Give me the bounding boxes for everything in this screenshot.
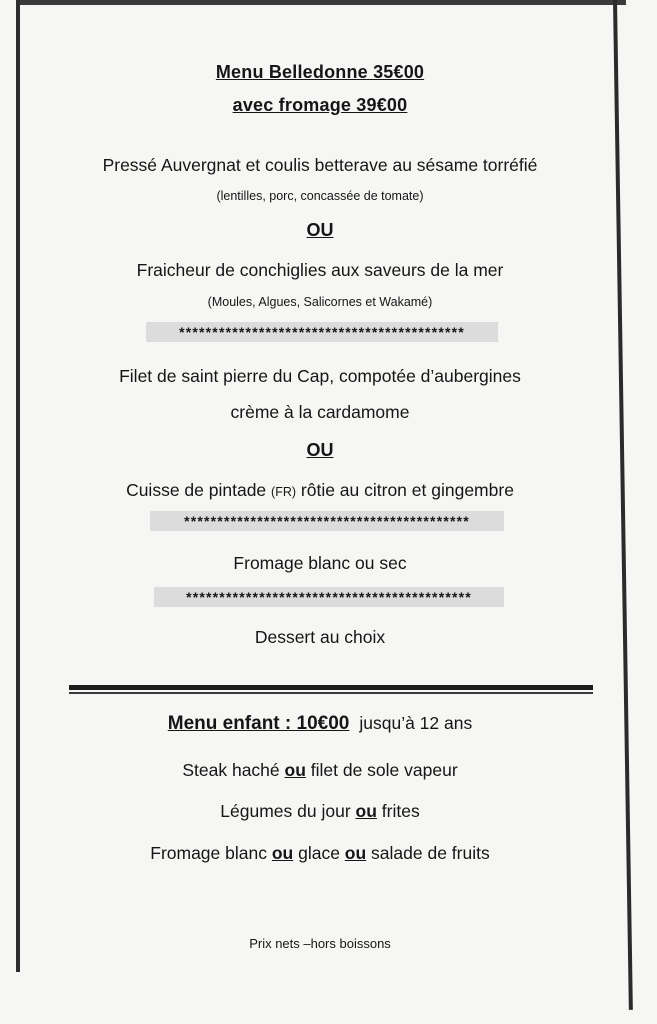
- kids-menu-title: Menu enfant : 10€00: [167, 713, 350, 734]
- star-separator-1: *******************************************: [146, 322, 498, 342]
- kids-line-2-a: Légumes du jour: [220, 801, 356, 821]
- main-1-line-2: crème à la cardamome: [230, 402, 410, 422]
- or-separator-2: OU: [306, 440, 334, 460]
- kids-menu-age: jusqu’à 12 ans: [359, 713, 473, 733]
- starter-1: Pressé Auvergnat et coulis betterave au sésame torréfié: [102, 155, 538, 175]
- kids-menu-main: [0, 760, 640, 781]
- section-divider-thick: [69, 685, 593, 690]
- price-footer-note: Prix nets –hors boissons: [249, 936, 391, 951]
- cheese-course: Fromage blanc ou sec: [233, 553, 407, 573]
- kids-menu-side: [0, 801, 640, 822]
- or-separator-1: OU: [306, 220, 334, 240]
- menu-title: Menu Belledonne 35€00: [215, 62, 425, 82]
- main-2-text-b: rôtie au citron et gingembre: [296, 480, 514, 500]
- star-separator-3: *******************************************: [154, 587, 504, 607]
- section-divider-thin: [69, 692, 593, 694]
- main-2: [0, 480, 640, 501]
- starter-1-note: (lentilles, porc, concassée de tomate): [216, 189, 424, 203]
- kids-line-1-a: Steak haché: [182, 760, 285, 780]
- kids-line-2-or: ou: [355, 801, 377, 821]
- dessert-course: Dessert au choix: [254, 627, 386, 647]
- kids-line-3-or-1: ou: [271, 843, 294, 863]
- kids-line-1-or: ou: [284, 760, 306, 780]
- kids-menu-header: [0, 713, 640, 735]
- main-1-line-1: Filet de saint pierre du Cap, compotée d’aubergines: [119, 366, 521, 386]
- starter-2: Fraicheur de conchiglies aux saveurs de la mer: [136, 260, 504, 280]
- star-separator-2: *******************************************: [150, 511, 504, 531]
- kids-line-2-b: frites: [376, 801, 420, 821]
- starter-2-note: (Moules, Algues, Salicornes et Wakamé): [207, 295, 433, 309]
- page-border-top: [16, 0, 626, 5]
- kids-line-3-c: salade de fruits: [366, 843, 490, 863]
- main-2-origin-tag: (FR): [271, 485, 297, 499]
- menu-title-cheese-price: avec fromage 39€00: [232, 95, 408, 115]
- kids-line-3-b: glace: [293, 843, 345, 863]
- kids-menu-dessert: [0, 843, 640, 864]
- kids-line-3-or-2: ou: [344, 843, 367, 863]
- kids-line-3-a: Fromage blanc: [150, 843, 272, 863]
- kids-line-1-b: filet de sole vapeur: [305, 760, 458, 780]
- main-2-text-a: Cuisse de pintade: [126, 480, 272, 500]
